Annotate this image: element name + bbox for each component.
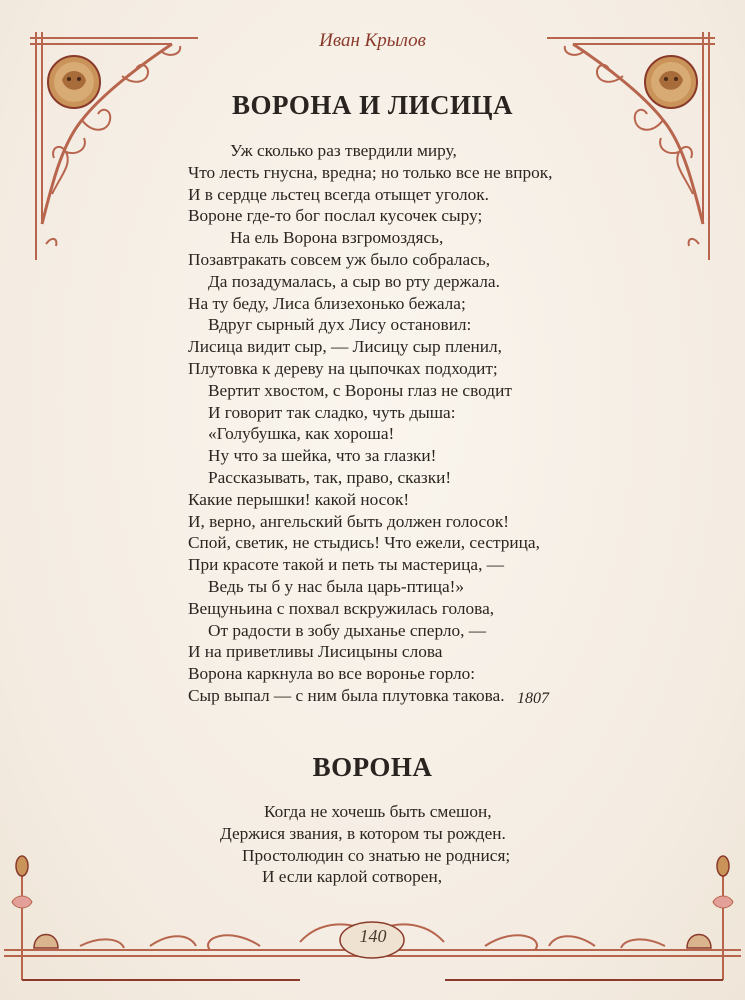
poem-line: Вещуньина с похвал вскружилась голова, [188,598,495,618]
poem-line: И говорит так сладко, чуть дыша: [208,402,456,422]
poem-line: От радости в зобу дыханье сперло, — [208,620,487,640]
poem-line: И в сердце льстец всегда отыщет уголок. [188,184,489,204]
poem-line: Уж сколько раз твердили миру, [230,141,457,160]
poem-line: Вороне где-то бог послал кусочек сыру; [188,206,483,226]
poem-line: И, верно, ангельский быть должен голосок! [188,511,510,531]
poem-line: Рассказывать, так, право, сказки! [208,467,452,487]
poem-line: Когда не хочешь быть смешон, [264,802,492,821]
poem-year: 1807 [517,690,549,707]
poem-line: Вертит хвостом, с Вороны глаз не сводит [208,380,512,400]
poem-line: Ну что за шейка, что за глазки! [208,446,437,466]
left-shell [34,935,58,949]
poem-line: Позавтракать совсем уж было собралась, [188,249,491,269]
bottom-ornament [0,850,745,1000]
poem-crow-and-fox [188,140,552,707]
poem-line: Да позадумалась, а сыр во рту держала. [208,271,500,291]
poem-line: При красоте такой и петь ты мастерица, — [188,555,505,575]
poem-line: И если карлой сотворен, [262,867,443,887]
page-number: 140 [359,926,387,946]
poem-line: Простолюдин со знатью не роднися; [242,845,511,865]
poem-line: Ворона каркнула во все воронье горло: [188,664,476,684]
poem-line: Сыр выпал — с ним была плутовка такова. [188,685,505,705]
corner-ornament-left [22,24,202,264]
right-shell [687,935,711,949]
poem-line: Плутовка к дереву на цыпочках подходит; [188,358,498,378]
poem-line: На ту беду, Лиса близехонько бежала; [188,293,466,313]
corner-ornament-right [543,24,723,264]
poem-line: Лисица видит сыр, — Лисицу сыр пленил, [188,337,502,357]
poem-line: Ведь ты б у нас была царь-птица!» [208,576,465,596]
poem-line: Держися звания, в котором ты рожден. [220,823,506,843]
fable-title-crow: ВОРОНА [312,752,433,782]
fable-title-crow-and-fox: ВОРОНА И ЛИСИЦА [232,90,513,120]
poem-line: Что лесть гнусна, вредна; но только все не впрок, [188,162,553,182]
poem-line: И на приветливы Лисицыны слова [188,642,443,662]
poem-line: На ель Ворона взгромоздясь, [230,228,444,248]
poem-line: «Голубушка, как хороша! [208,424,395,444]
poem-line: Какие перышки! какой носок! [188,489,410,509]
poem-line: Вдруг сырный дух Лису остановил: [208,315,472,335]
running-head-author: Иван Крылов [319,30,426,51]
poem-line: Спой, светик, не стыдись! Что ежели, сестрица, [188,533,540,553]
